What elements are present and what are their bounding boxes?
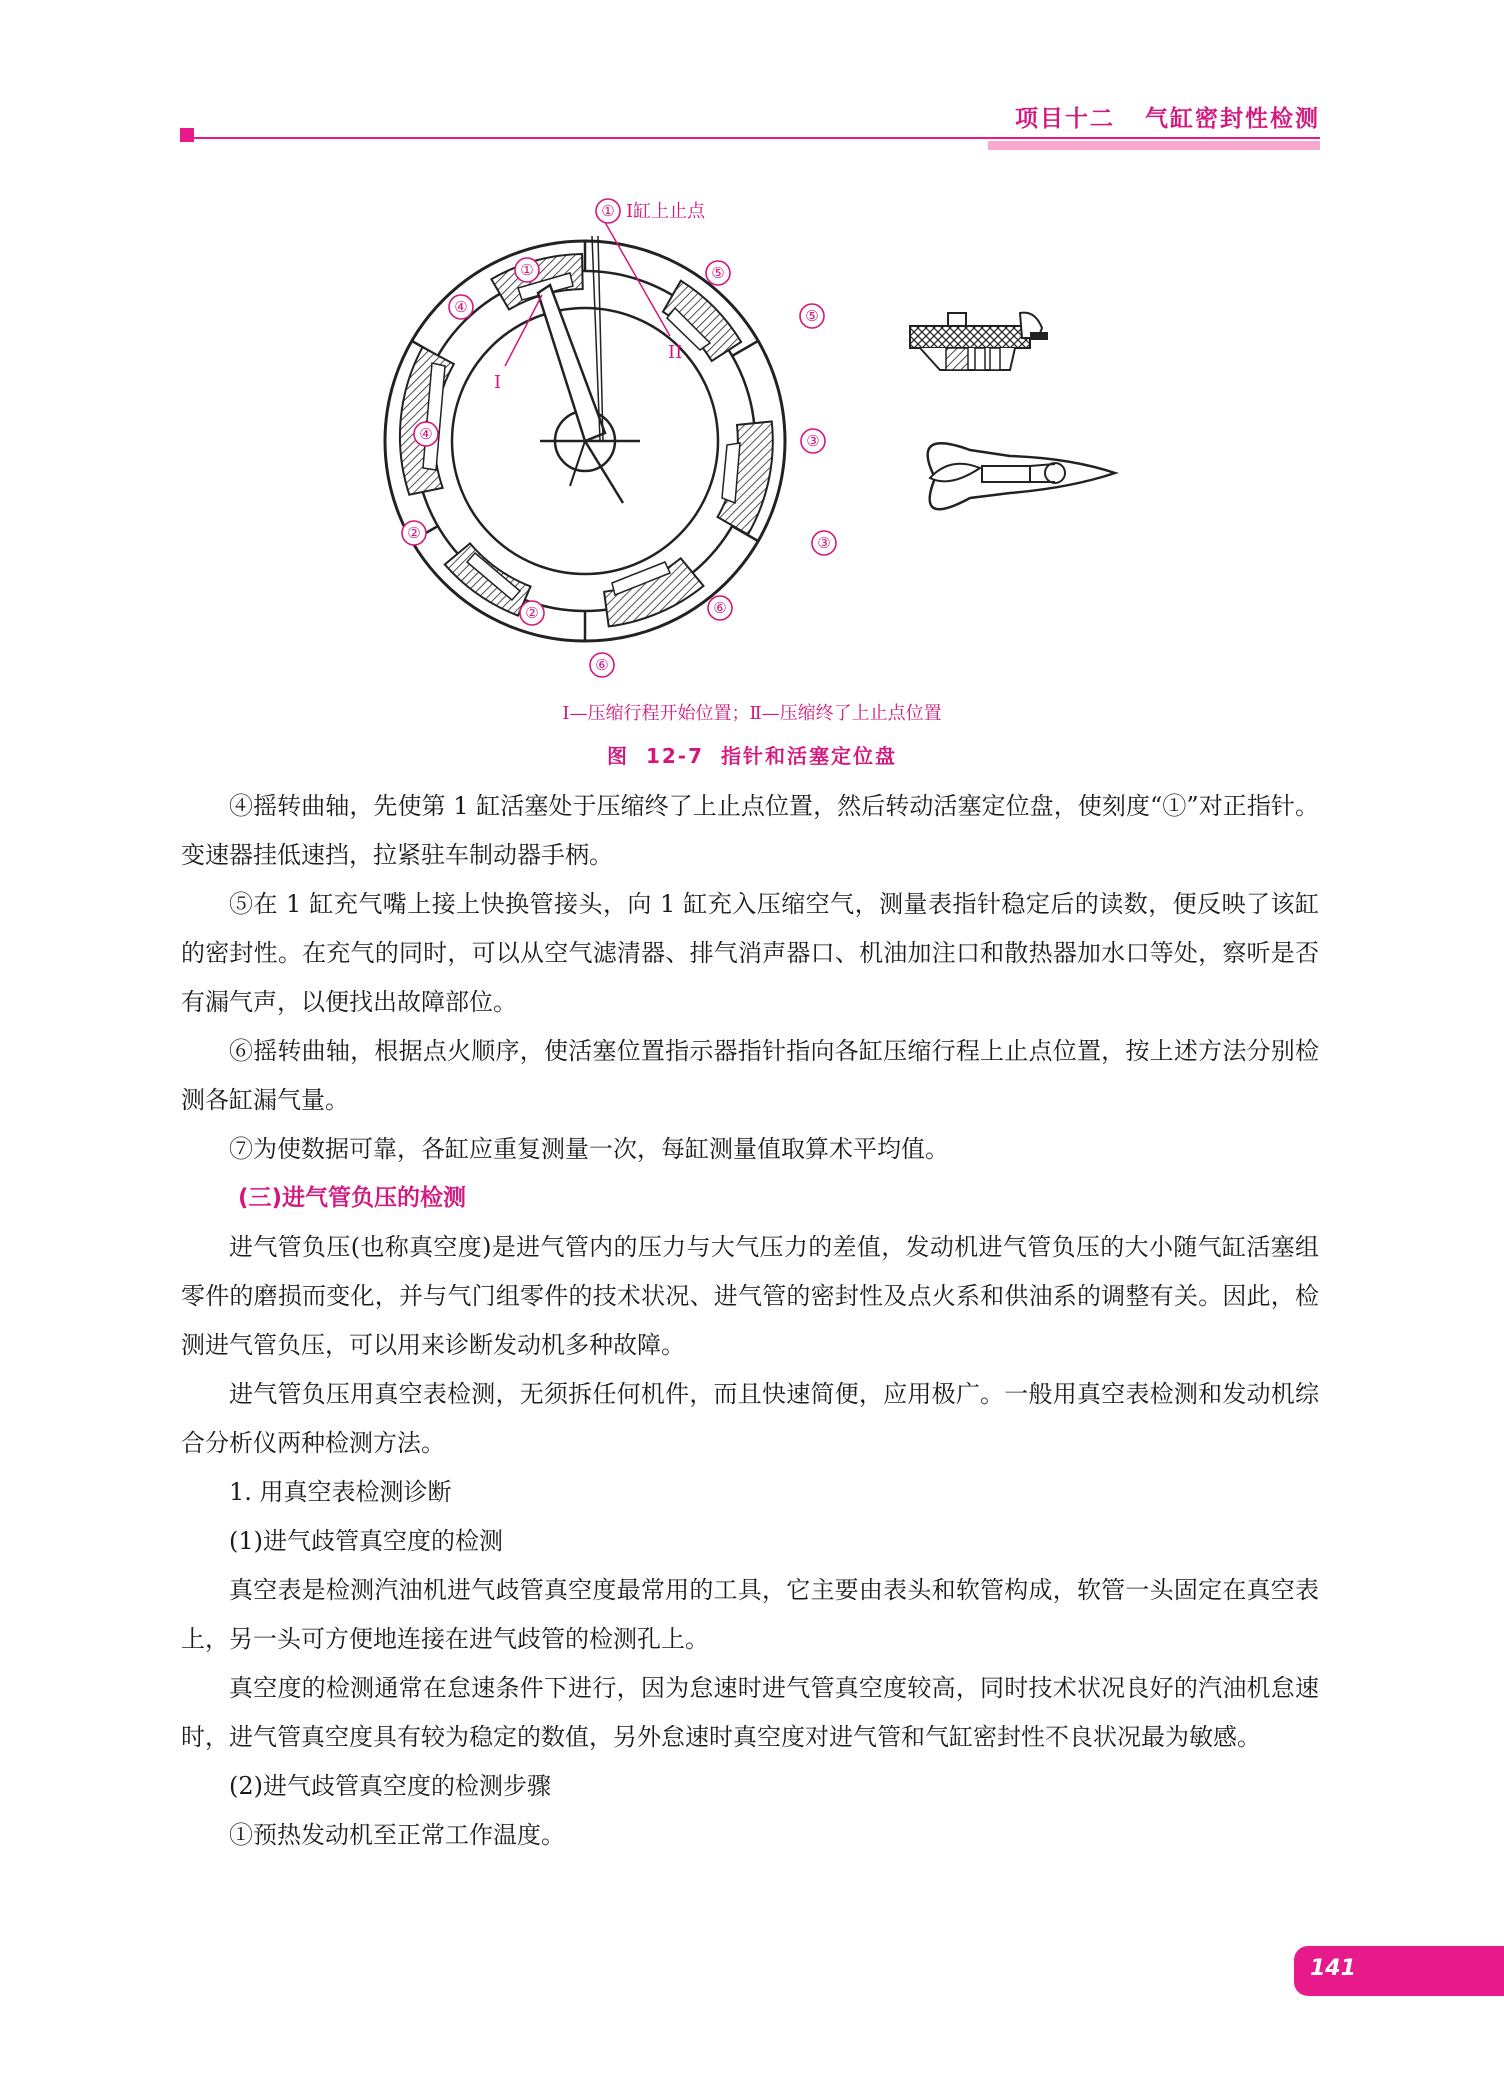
page-number: 141	[1310, 1956, 1356, 1981]
marker-4: ④	[419, 425, 433, 443]
header-square	[180, 128, 194, 142]
marker-2: ②	[407, 524, 421, 542]
pointer-plan-view	[928, 443, 1115, 509]
figure-legend: Ⅰ—压缩行程开始位置；Ⅱ—压缩终了上止点位置	[562, 703, 942, 724]
section-heading: (三)进气管负压的检测	[238, 1185, 467, 1211]
sector-block	[445, 543, 531, 615]
paragraph: ⑥摇转曲轴，根据点火顺序，使活塞位置指示器指针指向各缸压缩行程上止点位置，按上述方法分别检测各缸漏气量。	[181, 1037, 1319, 1114]
paragraph: 真空表是检测汽油机进气歧管真空度最常用的工具，它主要由表头和软管构成，软管一头固定在真空表上，另一头可方便地连接在进气歧管的检测孔上。	[181, 1576, 1319, 1653]
sector-block	[400, 347, 454, 495]
subheading: (2)进气歧管真空度的检测步骤	[229, 1772, 551, 1800]
paragraph: 进气管负压(也称真空度)是进气管内的压力与大气压力的差值，发动机进气管负压的大小随气缸活塞组零件的磨损而变化，并与气门组零件的技术状况、进气管的密封性及点火系和供油系的调整有关。因此，检测进气管负压，可以用来诊断发动机多种故障。	[181, 1233, 1319, 1359]
label-position-I: I	[494, 372, 502, 393]
figure-caption: 图 12-7 指针和活塞定位盘	[607, 744, 897, 768]
paragraph: ④摇转曲轴，先使第 1 缸活塞处于压缩终了上止点位置，然后转动活塞定位盘，使刻度“①”对正指针。变速器挂低速挡，拉紧驻车制动器手柄。	[181, 792, 1319, 869]
marker-2: ②	[525, 604, 539, 622]
marker-4: ④	[454, 298, 468, 316]
pointer-side-view	[910, 313, 1048, 370]
marker-6: ⑥	[595, 656, 609, 674]
paragraph: 真空度的检测通常在怠速条件下进行，因为怠速时进气管真空度较高，同时技术状况良好的汽油机怠速时，进气管真空度具有较为稳定的数值，另外怠速时真空度对进气管和气缸密封性不良状况最为敏感。	[181, 1674, 1319, 1751]
paragraph: ⑤在 1 缸充气嘴上接上快换管接头，向 1 缸充入压缩空气，测量表指针稳定后的读数，便反映了该缸的密封性。在充气的同时，可以从空气滤清器、排气消声器口、机油加注口和散热器加水口等处，察听是否有漏气声，以便找出故障部位。	[181, 890, 1319, 1016]
paragraph: 进气管负压用真空表检测，无须拆任何机件，而且快速简便，应用极广。一般用真空表检测和发动机综合分析仪两种检测方法。	[181, 1380, 1319, 1457]
running-header: 项目十二 气缸密封性检测	[1014, 106, 1320, 132]
figure-12-7	[370, 188, 1130, 688]
body-text	[181, 782, 1319, 1860]
page-number-tab	[1294, 1946, 1504, 1996]
paragraph: ①预热发动机至正常工作温度。	[229, 1821, 565, 1849]
label-position-II: II	[668, 342, 683, 363]
subheading: (1)进气歧管真空度的检测	[229, 1527, 503, 1555]
header-bar	[988, 141, 1320, 150]
paragraph: ⑦为使数据可靠，各缸应重复测量一次，每缸测量值取算术平均值。	[229, 1135, 949, 1163]
marker-3: ③	[806, 432, 820, 450]
header-rule	[194, 137, 1320, 139]
marker-5: ⑤	[805, 307, 819, 325]
subheading: 1. 用真空表检测诊断	[229, 1478, 452, 1506]
label-cylinder-1-tdc: I缸上止点	[626, 201, 706, 222]
marker-6: ⑥	[713, 599, 727, 617]
marker-3: ③	[817, 534, 831, 552]
sector-block	[718, 421, 773, 534]
marker-5: ⑤	[711, 264, 725, 282]
marker-1: ①	[601, 202, 615, 220]
marker-1: ①	[520, 261, 534, 279]
